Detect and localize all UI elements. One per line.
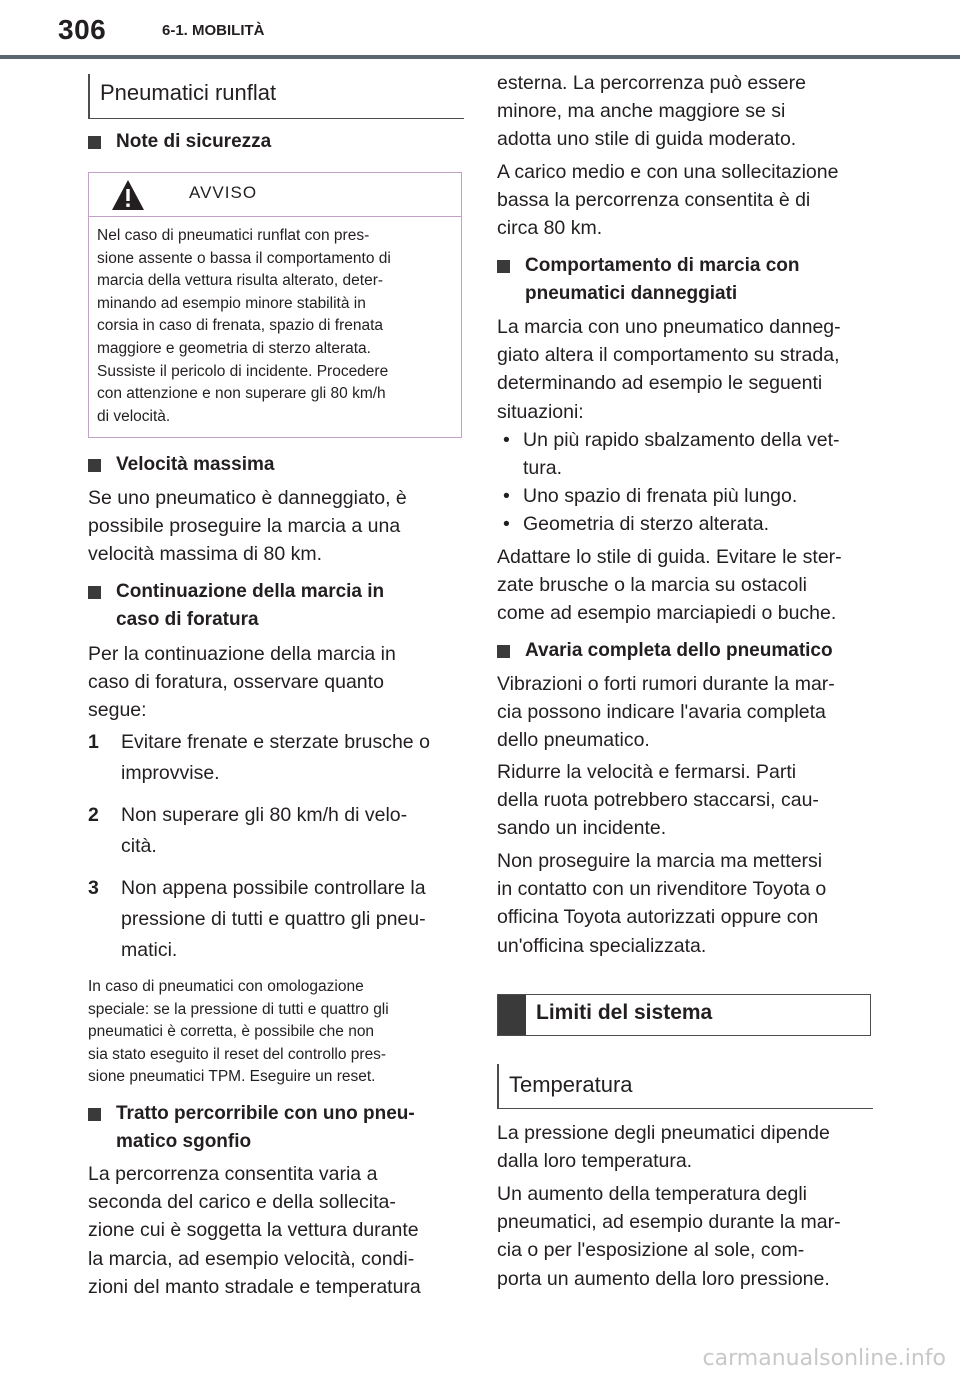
section-title-text: Limiti del sistema [536, 1001, 713, 1024]
section-heading-text: matico sgonfio [116, 1131, 252, 1152]
paragraph-ridurre [497, 758, 875, 843]
step-number: 3 [88, 877, 99, 899]
bullet-dot: • [503, 485, 510, 507]
text-line: Vibrazioni o forti rumori durante la mar- [497, 673, 835, 695]
paragraph-pressione [497, 1119, 875, 1175]
text-line: Un aumento della temperatura degli [497, 1183, 808, 1205]
text-line: adotta uno stile di guida moderato. [497, 128, 797, 151]
step-text: pressione di tutti e quattro gli pneu- [121, 908, 426, 930]
bullet-dot: • [503, 513, 510, 535]
section-heading-text: Continuazione della marcia in [116, 581, 385, 602]
subtitle-runflat-text: Pneumatici runflat [100, 80, 277, 105]
text-line: situazioni: [497, 400, 584, 423]
warning-line: sione assente o bassa il comportamento di [97, 249, 391, 267]
text-line: caso di foratura, osservare quanto [88, 671, 384, 694]
text-line: dello pneumatico. [497, 729, 650, 752]
subtitle-temperatura [497, 1064, 873, 1109]
step-text: matici. [121, 939, 178, 961]
section-heading-text: pneumatici danneggiati [525, 283, 738, 304]
step-1 [88, 727, 464, 789]
text-line: in contatto con un rivenditore Toyota o [497, 878, 827, 901]
bullet-item [497, 482, 875, 510]
text-line: esterna. La percorrenza può essere [497, 72, 806, 94]
section-bullet-square [88, 1108, 101, 1121]
text-line: Ridurre la velocità e fermarsi. Parti [497, 761, 797, 783]
text-line: minore, ma anche maggiore se si [497, 100, 786, 123]
text-line: la marcia, ad esempio velocità, condi- [88, 1247, 415, 1270]
paragraph-carico-medio [497, 158, 875, 243]
step-text: Non appena possibile controllare la [121, 877, 426, 899]
paragraph-velocita [88, 484, 464, 569]
text-line: della ruota potrebbero staccarsi, cau- [497, 789, 819, 812]
warning-line: maggiore e geometria di sterzo alterata. [97, 339, 371, 357]
text-line: speciale: se la pressione di tutti e quattro gli [88, 1000, 389, 1018]
section-continuazione [88, 578, 464, 634]
warning-line: Sussiste il pericolo di incidente. Procedere [97, 362, 389, 380]
paragraph-continuazione [88, 640, 464, 725]
text-line: Se uno pneumatico è danneggiato, è [88, 487, 407, 509]
warning-text [97, 225, 453, 428]
text-line: determinando ad esempio le seguenti [497, 372, 823, 395]
warning-line: Nel caso di pneumatici runflat con pres- [97, 227, 370, 244]
section-heading-text: Comportamento di marcia con [525, 255, 800, 276]
text-line: come ad esempio marciapiedi o buche. [497, 602, 837, 625]
text-line: Adattare lo stile di guida. Evitare le ster- [497, 546, 842, 568]
paragraph-aumento [497, 1180, 875, 1293]
text-line: Per la continuazione della marcia in [88, 643, 396, 665]
text-line: sione pneumatici TPM. Eseguire un reset. [88, 1068, 376, 1086]
warning-triangle-icon [111, 179, 145, 211]
warning-line: corsia in caso di frenata, spazio di frenata [97, 317, 384, 335]
text-line: La pressione degli pneumatici dipende [497, 1122, 830, 1144]
section-heading-text: caso di foratura [116, 609, 259, 630]
paragraph-non-proseguire [497, 847, 875, 960]
text-line: giato altera il comportamento su strada, [497, 344, 840, 367]
section-comportamento [497, 252, 875, 308]
text-line: bassa la percorrenza consentita è di [497, 189, 811, 212]
warning-box [88, 172, 462, 438]
section-bullet-square [497, 260, 510, 273]
chapter-title: 6-1. MOBILITÀ [162, 22, 265, 39]
step-3 [88, 873, 464, 966]
warning-title: AVVISO [189, 183, 258, 202]
note-omologazione [88, 976, 464, 1089]
section-heading-text: Tratto percorribile con uno pneu- [116, 1103, 415, 1124]
text-line: velocità massima di 80 km. [88, 543, 323, 566]
text-line: In caso di pneumatici con omologazione [88, 978, 364, 995]
text-line: A carico medio e con una sollecitazione [497, 161, 839, 183]
text-line: cia possono indicare l'avaria completa [497, 701, 826, 724]
bullet-text: Uno spazio di frenata più lungo. [523, 485, 798, 507]
section-bullet-square [88, 459, 101, 472]
paragraph-percorrenza [88, 1160, 464, 1301]
step-text: cità. [121, 835, 157, 857]
bullet-text: Geometria di sterzo alterata. [523, 513, 770, 535]
paragraph-comportamento [497, 313, 875, 426]
section-tratto-percorribile [88, 1100, 464, 1156]
section-title-limiti [497, 994, 871, 1036]
text-line: zate brusche o la marcia su ostacoli [497, 574, 807, 597]
text-line: zioni del manto stradale e temperatura [88, 1275, 421, 1298]
warning-line: minando ad esempio minore stabilità in [97, 294, 366, 312]
section-bullet-square [88, 136, 101, 149]
step-number: 2 [88, 804, 99, 826]
subtitle-temperatura-text: Temperatura [509, 1072, 633, 1097]
warning-header [89, 173, 461, 217]
warning-line: con attenzione e non superare gli 80 km/h [97, 385, 386, 403]
bullet-dot: • [503, 429, 510, 451]
text-line: segue: [88, 699, 147, 722]
watermark: carmanualsonline.info [702, 1346, 946, 1371]
warning-line: di velocità. [97, 407, 171, 425]
bullet-item [497, 426, 875, 482]
text-line: pneumatici è corretta, è possibile che non [88, 1023, 375, 1041]
text-line: La marcia con uno pneumatico danneg- [497, 316, 841, 338]
page-number: 306 [58, 14, 107, 45]
warning-line: marcia della vettura risulta alterato, deter- [97, 272, 384, 290]
text-line: sia stato eseguito il reset del controllo pres- [88, 1045, 387, 1063]
text-line: dalla loro temperatura. [497, 1150, 693, 1173]
step-number: 1 [88, 731, 99, 753]
text-line: seconda del carico e della sollecita- [88, 1191, 396, 1214]
text-line: cia o per l'esposizione al sole, com- [497, 1239, 805, 1262]
section-title-bar [498, 995, 526, 1035]
paragraph-continued [497, 69, 875, 154]
section-bullet-square [88, 586, 101, 599]
bullet-text: Un più rapido sbalzamento della vet- [523, 429, 840, 451]
paragraph-vibrazioni [497, 670, 875, 755]
section-avaria [497, 637, 875, 665]
section-bullet-square [497, 645, 510, 658]
text-line: possibile proseguire la marcia a una [88, 515, 401, 538]
step-2 [88, 800, 464, 862]
text-line: pneumatici, ad esempio durante la mar- [497, 1211, 841, 1234]
section-heading-text: Avaria completa dello pneumatico [525, 640, 833, 661]
bullet-item [497, 510, 875, 538]
text-line: La percorrenza consentita varia a [88, 1163, 378, 1185]
page-header [0, 0, 960, 60]
text-line: un'officina specializzata. [497, 934, 707, 957]
header-rule [0, 55, 960, 59]
step-text: Non superare gli 80 km/h di velo- [121, 804, 408, 826]
bullet-text: tura. [523, 457, 563, 480]
text-line: circa 80 km. [497, 217, 603, 240]
step-text: Evitare frenate e sterzate brusche o [121, 731, 430, 753]
text-line: officina Toyota autorizzati oppure con [497, 906, 819, 929]
text-line: porta un aumento della loro pressione. [497, 1267, 830, 1290]
section-heading-text: Velocità massima [116, 454, 275, 475]
subtitle-runflat [88, 74, 464, 119]
section-velocita-massima [88, 451, 464, 479]
text-line: zione cui è soggetta la vettura durante [88, 1219, 419, 1242]
section-heading-text: Note di sicurezza [116, 131, 272, 152]
text-line: sando un incidente. [497, 817, 667, 840]
section-note-sicurezza [88, 128, 464, 156]
paragraph-adattare [497, 543, 875, 628]
text-line: Non proseguire la marcia ma mettersi [497, 850, 823, 872]
step-text: improvvise. [121, 762, 220, 784]
